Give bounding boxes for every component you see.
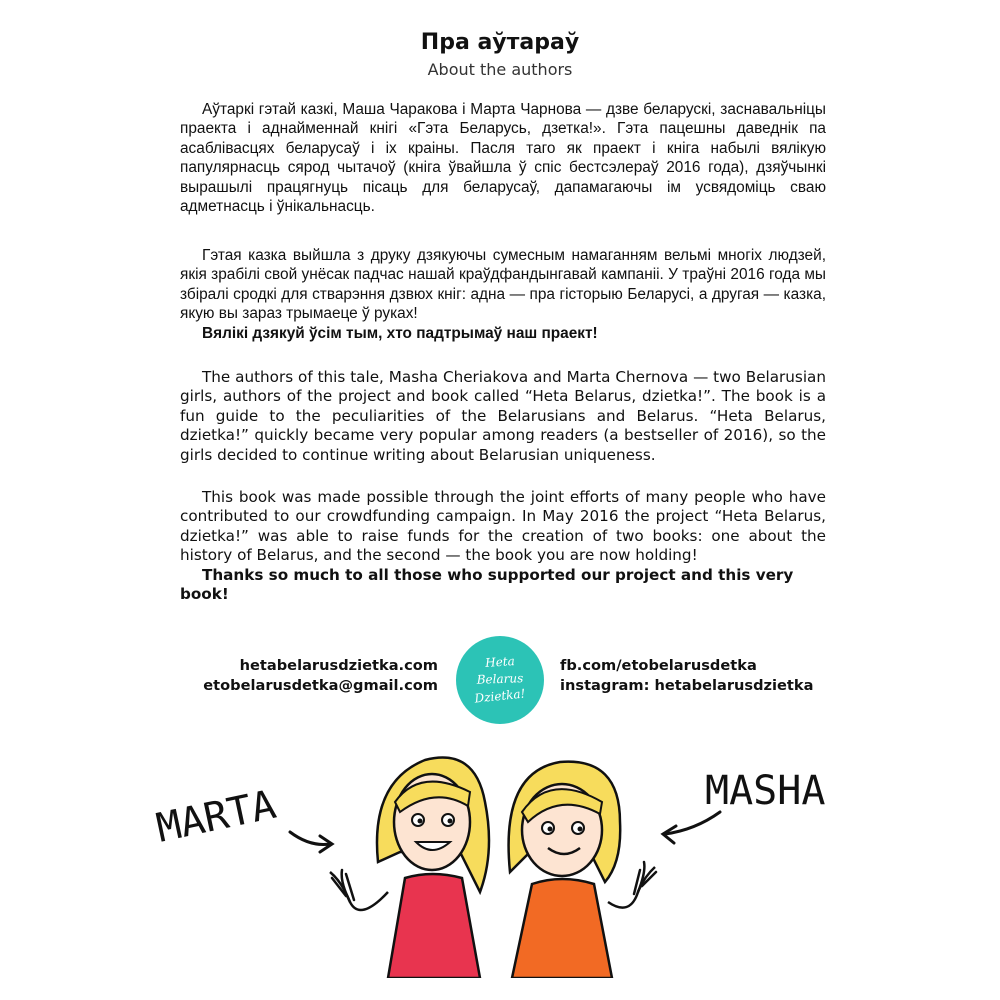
label-masha: MASHA: [705, 768, 826, 814]
masha-figure: [509, 762, 656, 978]
logo-line-2: Belarus: [476, 671, 524, 687]
heta-belarus-logo: [456, 636, 544, 724]
marta-figure: [330, 758, 489, 978]
page-title: Пра аўтараў: [420, 30, 580, 55]
english-thanks: Thanks so much to all those who supported our project and this very book!: [180, 565, 794, 604]
belarusian-paragraph-1: [180, 100, 826, 216]
label-marta: MARTA: [152, 781, 280, 852]
belarusian-paragraph-1-text: Аўтаркі гэтай казкі, Маша Чаракова і Марта Чарнова — дзве беларускі, заснавальніцы праекта і аднайменнай кнігі «Гэта Беларусь, дзетка!». Гэта пацешны даведнік па асаблівасцях беларусаў і іх краіны. Пасля таго як праект і кніга набылі вялікую папулярнасць сярод чытачоў (кніга ўвайшла ў спіс бестсэлераў 2016 года), дзяўчынкі вырашылі працягнуць пісаць для беларусаў, дапамагаючы ім усвядоміць сваю адметнасць і ўнікальнасць.: [180, 101, 826, 216]
english-paragraph-1-text: The authors of this tale, Masha Cheriakova and Marta Chernova — two Belarusian girls, authors of the project and book called “Heta Belarus, dzietka!”. The book is a fun guide to the peculiarities of the Belarusians and Belarus. “Heta Belarus, dzietka!” quickly became very popular among readers (a bestseller of 2016), so the girls decided to continue writing about Belarusian uniqueness.: [180, 368, 826, 464]
authors-illustration: [150, 742, 850, 978]
belarusian-paragraph-2: [180, 246, 826, 343]
page-subtitle: About the authors: [427, 60, 573, 79]
instagram-link[interactable]: instagram: hetabelarusdzietka: [560, 677, 814, 694]
english-paragraph-2-text: This book was made possible through the joint efforts of many people who have contributed to our crowdfunding campaign. In May 2016 the project “Heta Belarus, dzietka!” was able to raise funds for the creation of two books: one about the history of Belarus, and the second — the book you are now holding!: [180, 488, 826, 565]
english-paragraph-2: [180, 488, 826, 604]
belarusian-thanks: Вялікі дзякуй ўсім тым, хто падтрымаў наш праект!: [202, 324, 598, 342]
website-link[interactable]: hetabelarusdzietka.com: [239, 657, 438, 674]
facebook-link[interactable]: fb.com/etobelarusdetka: [560, 657, 757, 674]
marta-shirt: [388, 874, 480, 978]
english-paragraph-1: [180, 368, 826, 465]
masha-shirt: [512, 879, 612, 978]
email-link[interactable]: etobelarusdetka@gmail.com: [203, 677, 438, 694]
marta-waving-hand: [332, 870, 354, 902]
logo-line-3: Dzietka!: [473, 686, 527, 706]
contacts-left: [203, 656, 438, 696]
belarusian-paragraph-2-text: Гэтая казка выйшла з друку дзякуючы сумесным намаганням вельмі многіх людзей, якія зрабілі свой унёсак падчас нашай краўдфандынгавай кампаніі. У траўні 2016 года мы збіралі сродкі для стварэння дзвюх кніг: адна — пра гісторыю Беларусі, а другая — казка, якую вы зараз трымаеце ў руках!: [180, 247, 826, 323]
logo-line-1: Heta: [484, 653, 516, 671]
arrow-masha: [665, 812, 720, 834]
contacts-right: [560, 656, 813, 696]
